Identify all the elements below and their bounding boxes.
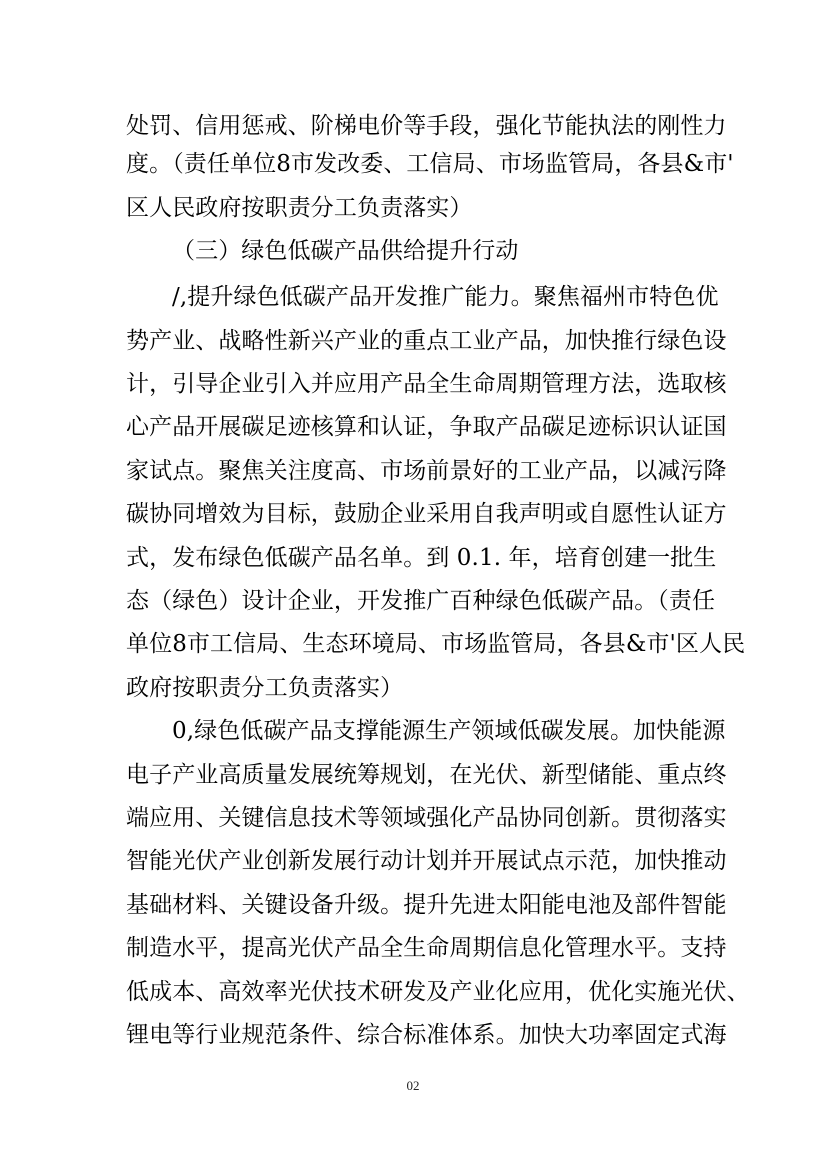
paragraph-line: 基础材料、关键设备升级。提升先进太阳能电池及部件智能 xyxy=(126,892,727,918)
paragraph-line: 0,绿色低碳产品支撑能源生产领域低碳发展。加快能源 xyxy=(172,718,726,744)
paragraph-line: 端应用、关键信息技术等领域强化产品协同创新。贯彻落实 xyxy=(126,805,727,831)
paragraph-line: 低成本、高效率光伏技术研发及产业化应用，优化实施光伏、 xyxy=(126,979,750,1005)
paragraph-line: /,提升绿色低碳产品开发推广能力。聚焦福州市特色优 xyxy=(172,284,719,310)
paragraph-line: 计，引导企业引入并应用产品全生命周期管理方法，选取核 xyxy=(126,371,727,397)
paragraph-line: 碳协同增效为目标，鼓励企业采用自我声明或自愿性认证方 xyxy=(126,501,727,527)
page-number: 02 xyxy=(406,1078,420,1093)
paragraph-line: 式，发布绿色低碳产品名单。到 0.1. 年，培育创建一批生 xyxy=(126,545,717,571)
paragraph-line: 电子产业高质量发展统筹规划，在光伏、新型储能、重点终 xyxy=(126,762,727,788)
paragraph-line: 政府按职责分工负责落实） xyxy=(126,675,404,701)
paragraph-line: 制造水平，提高光伏产品全生命周期信息化管理水平。支持 xyxy=(126,935,727,961)
paragraph-line: 区人民政府按职责分工负责落实） xyxy=(126,195,473,221)
paragraph-line: 态（绿色）设计企业，开发推广百种绿色低碳产品。（责任 xyxy=(126,588,716,614)
paragraph-line: 心产品开展碳足迹核算和认证，争取产品碳足迹标识认证国 xyxy=(126,414,727,440)
paragraph-line: 度。（责任单位8市发改委、工信局、市场监管局，各县&市' xyxy=(126,151,734,177)
paragraph-line: 锂电等行业规范条件、综合标准体系。加快大功率固定式海 xyxy=(126,1022,727,1048)
paragraph-line: 势产业、战略性新兴产业的重点工业产品，加快推行绿色设 xyxy=(126,328,727,354)
paragraph-line: 智能光伏产业创新发展行动计划并开展试点示范，加快推动 xyxy=(126,848,727,874)
paragraph-line: 家试点。聚焦关注度高、市场前景好的工业产品，以减污降 xyxy=(126,458,727,484)
paragraph-line: 处罚、信用惩戒、阶梯电价等手段，强化节能执法的刚性力 xyxy=(126,113,727,139)
section-heading: （三）绿色低碳产品供给提升行动 xyxy=(172,238,519,264)
paragraph-line: 单位8市工信局、生态环境局、市场监管局，各县&市'区人民 xyxy=(126,631,746,657)
